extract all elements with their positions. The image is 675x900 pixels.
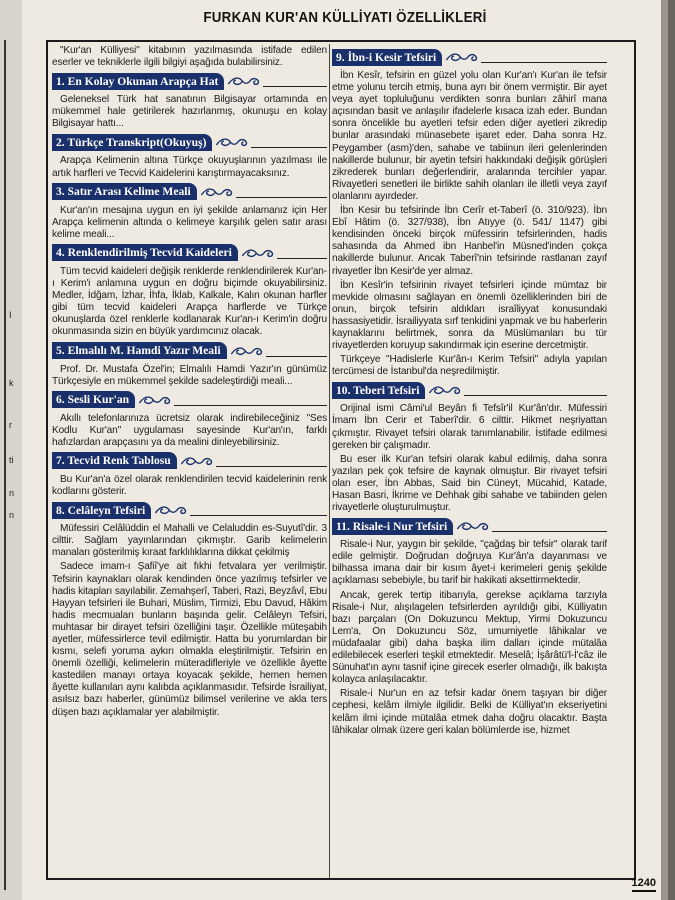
section-paragraph: Bu eser ilk Kur'an tefsiri olarak kabul edilmiş, daha sonra yazılan pek çok tefsire de kaynak olmuştur. Bir rivayet tefsiri olan eser, İbn Abbas, Said bin Cüneyt, Mücahid, Katade, Hasan Basri, İkrime ve Dehhak gibi sahabe ve tabiinden gelen rivayetlerle oluşturulmuştur.: [332, 453, 607, 514]
section-paragraph: İbn Kesir bu tefsirinde İbn Cerîr et-Taberî (ö. 310/923). İbn Ebî Hâtim (ö. 327/938), İbn Atıyye (ö. 541/ 1147) gibi kendisinden önceki birçok müfessirin tefsirlerinden, hadis sahasında da Ahmed ibn Hanbel'in Müsned'inden çokça nakillerde bulunur. Ancak Taberî'nin tefsirinde rastlanan zayıf rivayetler İbn Kesir'de yer almaz.: [332, 205, 607, 277]
section-paragraph: Geleneksel Türk hat sanatının Bilgisayar ortamında en mükemmel hale getirilerek hazırlanmış, okunuşu en kolay Bilgisayar hattı...: [52, 94, 327, 130]
section-paragraph: Sadece imam-ı Şafiî'ye ait fıkhi fetvalara yer verilmiştir. Tefsirin kaynakları olarak kendinden önce yazılmış tefsirler ve hadis kitapları sayılabilir. Zemahşerî, Taberi, Razi, Beyzâvî, Ebu Hayyan tefsirleri ile Buhari, Müslim, Tirmizi, Ebu Davud, Hâkim hadis mecmuaları bunların başında gelir. Celâleyn Tefsiri, muhtasar bir dirayet tefsiri özelliğini taşır. Özellikle müteşabih ayetler, müfessirlerce tevil edilmiştir. Hatta bu yorumlardan bir kısmı, selefi yoruma aykırı olmakla eleştirilmiştir. Tefsirin en önemli özelliği, kelimelerin müteradifleriyle ve özellikle âyette kastedilen manayı ortaya koyacak şekilde, hemen hemen âyette kullanılan aynı kalıbda açıklanmasıdır. Tefsirde İsrailiyat, asılsız bazı haberler, günümüz bilimsel verilerine ve akla ters düşen bazı açıklamalar yer alabilmiştir.: [52, 561, 327, 718]
section-rule: [190, 515, 327, 516]
section-paragraph: Risale-i Nur'un en az tefsir kadar önem taşıyan bir diğer cephesi, kelâm ilmiyle ilgilidir. Belki de Külliyat'ın ekseriyetini kelâm ilmi içinde mütalâa etmek daha doğru olacaktır. Başta lâhikalar olmak üzere geri kalan bölümlerde ise, hizmet: [332, 688, 607, 736]
page-title: FURKAN KUR'AN KÜLLİYATI ÖZELLİKLERİ: [203, 10, 487, 26]
section-paragraph: Orijinal ismi Câmi'ul Beyân fi Tefsîr'il Kur'ân'dır. Müfessiri İmam İbn Cerir et Taberî'dir. 6 cilttir. Hikmet neşriyattan çıkmıştır. Rivayet tefsiri olarak tanımlanabilir. İstifade edilmesi gereken bir çalışmadır.: [332, 403, 607, 451]
margin-glyph: ti: [9, 455, 14, 465]
margin-glyph: r: [9, 420, 12, 430]
section-title: 8. Celâleyn Tefsiri: [52, 502, 151, 519]
section-heading: [52, 452, 327, 470]
section-ornament-icon: [445, 50, 479, 64]
section-heading: [332, 48, 607, 66]
section-rule: [266, 356, 327, 357]
margin-glyph: k: [9, 378, 14, 388]
page-edge-shadow: [661, 0, 668, 900]
section-title: 9. İbn-i Kesir Tefsiri: [332, 49, 442, 66]
right-column: [332, 45, 607, 871]
section-paragraph: Ancak, gerek tertip itibarıyla, gerekse açıklama tarzıyla Risale-i Nur, alışılagelen tefsirlerden ayrıldığı gibi, Külliyatın bazı parçaları (On Dokuzuncu Mektup, Yirmi Dokuzuncu Lem'a, On Dokuzuncu Söz, umumiyetle lâhikalar ve müdafaalar gibi) daha başka ilim dalları içinde mütalâa edilebilecek eserleri teşkil etmektedir. Meselâ; İşârâtü'l-İ'câz ile Sünuhat'ın aynı tasnif içine girecek eserler olmadığı, ilk bakışta kolayca anlaşılacaktır.: [332, 589, 607, 686]
section-ornament-icon: [138, 393, 172, 407]
margin-glyph: n: [9, 488, 15, 498]
section-title: 1. En Kolay Okunan Arapça Hat: [52, 73, 224, 90]
section-title: 10. Teberi Tefsiri: [332, 382, 425, 399]
intro-paragraph: "Kur'an Külliyesi" kitabının yazılmasında istifade edilen eserler ve tekniklerle ilgili bilgiyi aşağıda bulabilirsiniz.: [52, 45, 327, 69]
section-ornament-icon: [227, 74, 261, 88]
section-paragraph: İbn Kesîr, tefsirin en güzel yolu olan Kur'an'ı Kur'an ile tefsir etme yolunu tercih etmiş, buna ayrı bir önem vermiştir. Bir ayet veya ayet topluluğunu verdikten sonra bunları zâhirî mana açısından basit ve anlaşılır ifadelerle kısaca izah eder. Bundan sonra öncelikle bu ayetleri tefsir eden diğer ayetleri zikredip bunlar arasındaki münasebete işaret eder. Daha sonra Hz. Peygamber (asm)'den, sahabe ve tabiinun ileri gelenlerinden nakillerde bulunur, bir ayetin tefsiri hakkındaki değişik görüşleri zikrederek bunları değerlendirir, aralarında tercihler yapar. Rivayetleri senetleri ile birlikte sahih olanları ile illetli veya zayıf olanlarını ayırdeder.: [332, 70, 607, 202]
section-rule: [492, 531, 607, 532]
section-ornament-icon: [230, 344, 264, 358]
section-rule: [277, 258, 327, 259]
section-ornament-icon: [215, 135, 249, 149]
section-rule: [464, 395, 607, 396]
section-paragraph: Tüm tecvid kaideleri değişik renklerde renklendirilerek Kur'an-ı Kerim'i anlamına uygun en doğru biçimde okuyabilirsiniz. Medler, İdğam, İzhar, İhfa, İklab, Kalkale, Kalın okunan harfler gibi tüm tecvid kaideleri Arapça harflerde ve Türkçe okunuşlarda özel renklerle kodlanarak Kur'an-ı Kerim'in doğru okunmasında sizin en büyük yardımcınız olacak.: [52, 265, 327, 338]
section-ornament-icon: [200, 185, 234, 199]
section-title: 11. Risale-i Nur Tefsiri: [332, 518, 453, 535]
section-title: 5. Elmalılı M. Hamdi Yazır Meali: [52, 342, 227, 359]
section-heading: [52, 72, 327, 90]
left-column: [52, 45, 327, 871]
section-ornament-icon: [154, 503, 188, 517]
section-paragraph: Arapça Kelimenin altına Türkçe okuyuşlarının yazılması ile artık harfleri ve Tecvid Kaidelerini karıştırmayacaksınız.: [52, 155, 327, 179]
section-ornament-icon: [180, 454, 214, 468]
section-title: 6. Sesli Kur'an: [52, 391, 135, 408]
section-rule: [174, 405, 327, 406]
section-title: 2. Türkçe Transkript(Okuyuş): [52, 134, 212, 151]
section-rule: [251, 147, 327, 148]
section-paragraph: Prof. Dr. Mustafa Özel'in; Elmalılı Hamdi Yazır'ın günümüz Türkçesiyle en mükemmel şekilde sadeleştirdiği meali...: [52, 363, 327, 387]
column-divider: [329, 44, 330, 878]
adjacent-page-edge: [0, 0, 22, 900]
section-paragraph: Akıllı telefonlarınıza ücretsiz olarak indirebileceğiniz "Ses Kodlu Kur'an" uygulaması sayesinde Kur'an'ın, farklı hafızlardan arapçasını ya da mealini dinleyebilirsiniz.: [52, 412, 327, 448]
page-number: 1240: [632, 877, 656, 892]
section-title: 7. Tecvid Renk Tablosu: [52, 452, 177, 469]
section-paragraph: İbn Kesîr'in tefsirinin rivayet tefsirleri içinde mümtaz bir mevkide olmasını sağlayan en önemli özelliklerinden biri de onun, birçok tefsirin aldıkları israîliyyat konusundaki hassasiyetidir. İsrailiyyata sırf tenkidini yapmak ve bu haberlerin kaynaklarını belirtmek, sonra da Müslümanları bu tür rivayetlerden koruyup sakındırmak için eserine dercetmiştir.: [332, 279, 607, 352]
section-rule: [236, 197, 327, 198]
section-heading: [332, 517, 607, 535]
section-heading: [332, 381, 607, 399]
section-title: 4. Renklendirilmiş Tecvid Kaideleri: [52, 244, 238, 261]
section-rule: [216, 466, 327, 467]
section-paragraph: Kur'an'ın mesajına uygun en iyi şekilde anlamanız için Her Arapça kelimenin altında o kelimeye karşılık gelen satır arası kelime meali...: [52, 204, 327, 240]
section-paragraph: Türkçeye "Hadislerle Kur'ân-ı Kerim Tefsiri" adıyla yapılan tercümesi de İstanbul'da neşredilmiştir.: [332, 354, 607, 378]
section-ornament-icon: [241, 246, 275, 260]
section-title: 3. Satır Arası Kelime Meali: [52, 183, 197, 200]
section-heading: [52, 391, 327, 409]
section-heading: [52, 133, 327, 151]
section-rule: [481, 62, 607, 63]
section-heading: [52, 342, 327, 360]
section-paragraph: Bu Kur'an'a özel olarak renklendirilen tecvid kaidelerinin renk kodlarını gösterir.: [52, 473, 327, 498]
section-paragraph: Risale-i Nur, yaygın bir şekilde, "çağdaş bir tefsir" olarak tarif edile gelmiştir. Doğrudan doğruya Kur'ân'a dayanması ve bilhassa imana dair bir kısım âyet-i kerimeleri geniş şekilde açıklaması sebebiyle, bu tarif bir hakikati aksettirmektedir.: [332, 539, 607, 587]
section-heading: [52, 183, 327, 201]
margin-glyph: I: [9, 310, 12, 320]
section-rule: [263, 86, 327, 87]
section-heading: [52, 501, 327, 519]
margin-glyph: n: [9, 510, 15, 520]
section-paragraph: Müfessiri Celâlüddin el Mahalli ve Celaluddin es-Suyutî'dir. 3 cilttir. Sağlam yayınlarından çıkmıştır. Garib kelimelerin manaları gösterilmiş kıraat farklılıklarına dikkat çekilmiş: [52, 523, 327, 559]
section-heading: [52, 244, 327, 262]
section-ornament-icon: [428, 383, 462, 397]
section-ornament-icon: [456, 519, 490, 533]
